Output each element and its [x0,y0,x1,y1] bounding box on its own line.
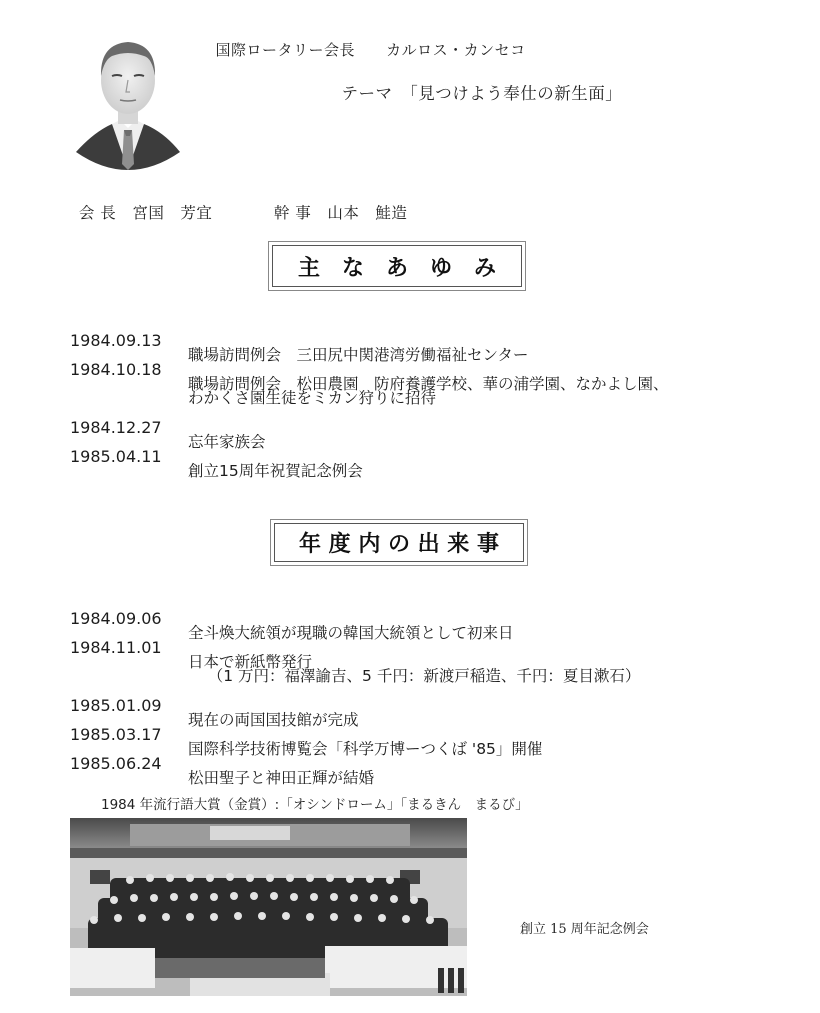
theme-line [330,61,622,104]
photo-caption: 創立 15 周年記念例会 [520,922,649,937]
event-date: 1984.09.06 [70,608,162,628]
event-date: 1985.06.24 [70,753,162,773]
event-row [70,740,770,787]
event-text: （1 万円：福澤諭吉、5 千円：新渡戸稲造、千円：夏目漱石） [200,666,641,685]
event-text: 松田聖子と神田正輝が結婚 [188,769,375,787]
section-title-box-events [270,519,528,566]
buzzword-award: 1984 年流行語大賞（金賞）:「オシンドローム」「まるきん まるび」 [101,797,529,813]
theme-text: 「見つけよう奉仕の新生面」 [409,84,623,103]
event-row [70,595,770,642]
section-title-events: 年 度 内 の 出 来 事 [299,531,499,557]
milestone-row [70,346,770,393]
milestone-row [70,317,770,364]
section-title-box-milestones [268,241,526,291]
ri-president-name: カルロス・カンセコ [386,41,526,59]
group-photo-image [70,818,467,996]
milestone-text: 職場訪問例会 三田尻中関港湾労働福祉センター [188,346,529,364]
ri-president-label: 国際ロータリー会長 [215,41,356,59]
event-date: 1985.03.17 [70,724,162,744]
president-portrait [74,24,182,170]
secretary-name: 山本 鮭造 [327,204,408,222]
milestone-row-continuation [70,375,770,407]
president-line [68,183,212,223]
milestone-text: 創立15周年祝賀記念例会 [188,462,363,480]
event-text: 日本で新紙幣発行 [188,653,313,671]
event-row [70,711,770,758]
milestone-row [70,404,770,451]
theme-label: テーマ [341,84,393,103]
secretary-line [263,183,407,223]
event-row-continuation [70,653,770,685]
milestone-row [70,433,770,480]
event-text: 全斗煥大統領が現職の韓国大統領として初来日 [188,624,514,642]
portrait-image [74,24,182,170]
milestone-date: 1984.10.18 [70,359,162,379]
group-photo [70,818,467,996]
event-text: 国際科学技術博覧会「科学万博ーつくば '85」開催 [188,740,543,758]
president-name: 宮国 芳宜 [132,204,213,222]
event-date: 1985.01.09 [70,695,162,715]
section-title-milestones: 主 な あ ゆ み [297,255,496,281]
ri-president-line [205,21,526,60]
milestone-date: 1984.12.27 [70,417,162,437]
milestone-text: 忘年家族会 [188,433,266,451]
milestone-text: わかくさ園生徒をミカン狩りに招待 [188,388,437,407]
event-text: 現在の両国国技館が完成 [188,711,359,729]
event-row [70,624,770,671]
event-row [70,682,770,729]
milestone-text: 職場訪問例会 松田農園 防府養護学校、華の浦学園、なかよし園、 [188,375,669,393]
secretary-role: 幹 事 [273,204,312,222]
president-role: 会 長 [78,204,117,222]
event-date: 1984.11.01 [70,637,162,657]
milestone-date: 1984.09.13 [70,330,162,350]
milestone-date: 1985.04.11 [70,446,162,466]
